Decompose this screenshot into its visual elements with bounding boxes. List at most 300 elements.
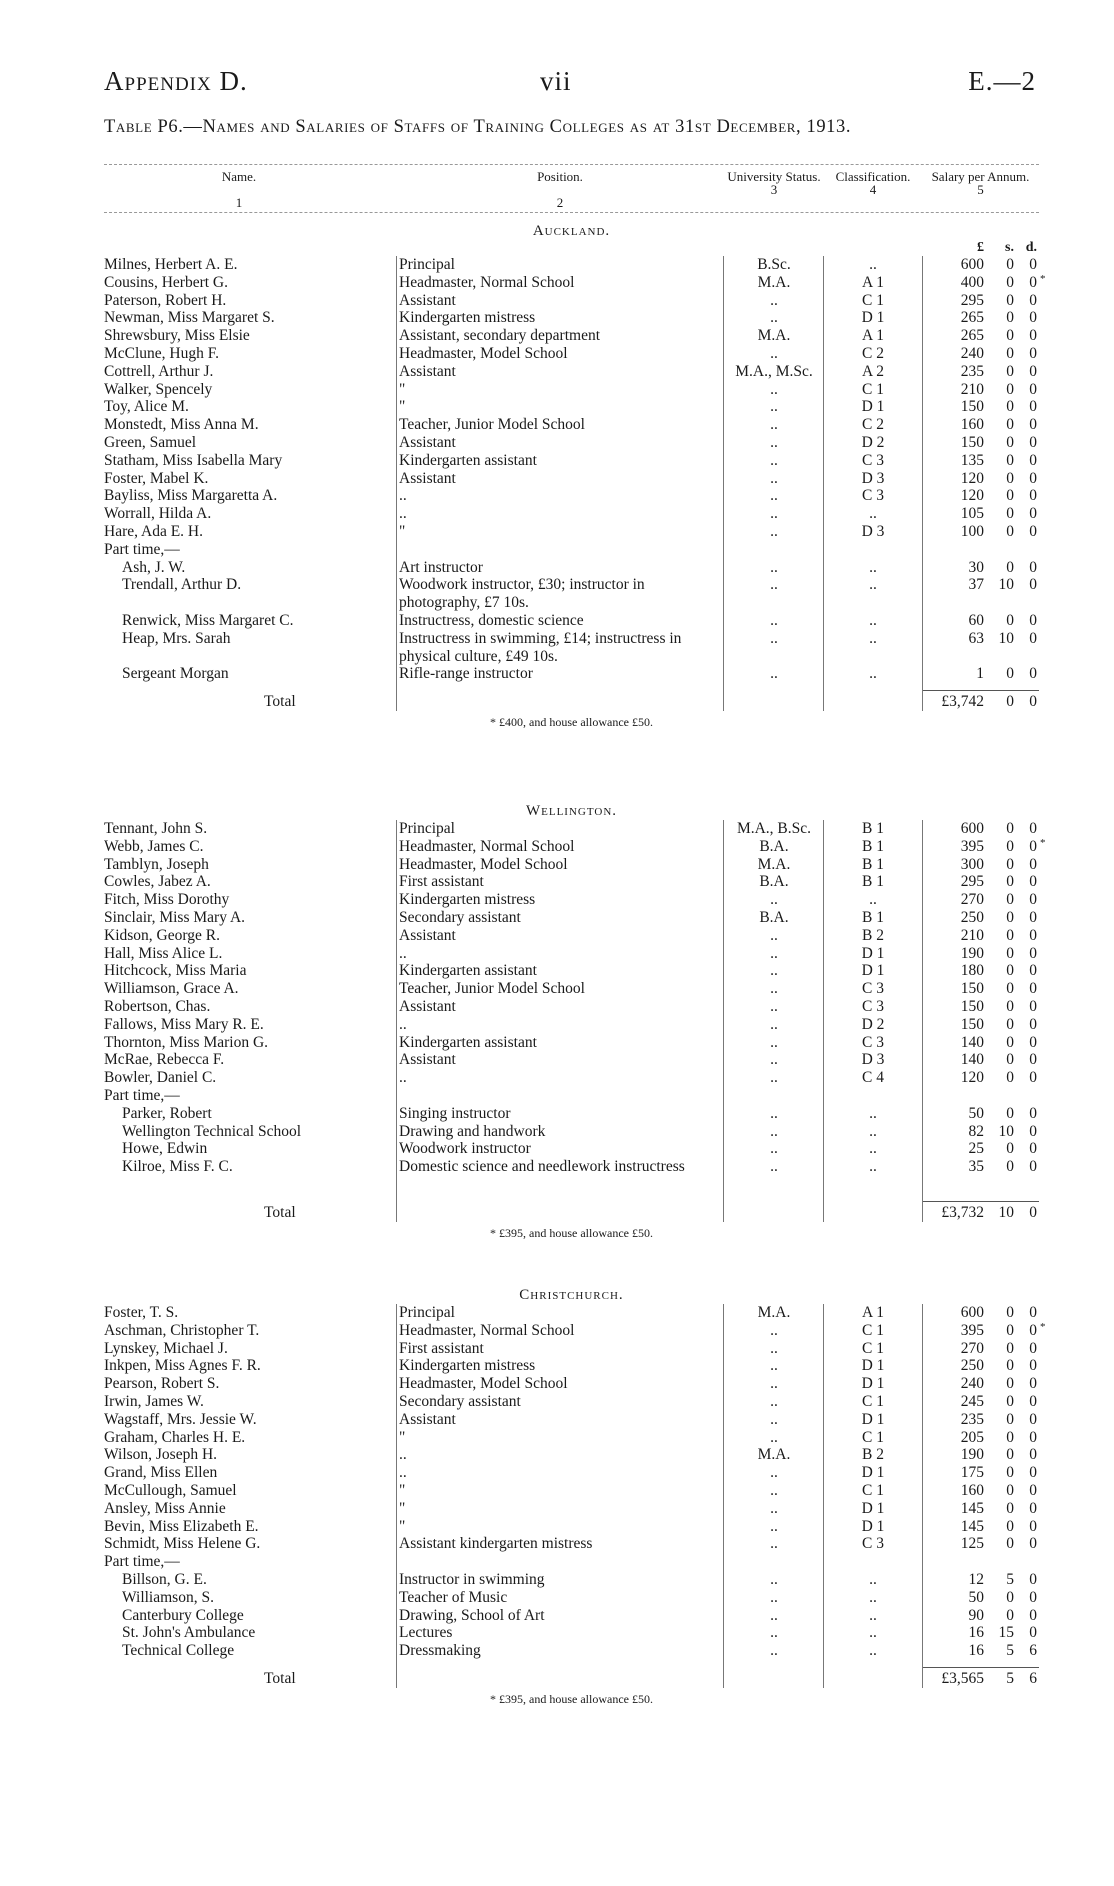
staff-position: " — [399, 1517, 406, 1535]
staff-name: Hare, Ada E. H. — [104, 522, 203, 540]
salary-pounds: 210 — [960, 380, 984, 398]
staff-position: Assistant — [399, 433, 456, 451]
salary-pence: 0 — [1029, 487, 1037, 505]
table-row — [104, 665, 1039, 683]
classification: C 2 — [862, 344, 884, 362]
salary-pounds: 150 — [960, 398, 984, 416]
classification: A 1 — [862, 1304, 884, 1321]
university-status: .. — [770, 344, 778, 362]
salary-shillings: 0 — [1006, 451, 1014, 469]
column-divider — [922, 1304, 923, 1688]
staff-name: Bowler, Daniel C. — [104, 1069, 217, 1087]
salary-shillings: 0 — [1006, 487, 1014, 505]
salary-pence: 0 — [1029, 1570, 1037, 1588]
staff-position: Assistant — [399, 1051, 456, 1069]
col-classification-header: Classification. 4 — [835, 169, 911, 197]
staff-name: Cottrell, Arthur J. — [104, 362, 214, 380]
staff-name: Milnes, Herbert A. E. — [104, 256, 238, 273]
staff-name: Thornton, Miss Marion G. — [104, 1033, 269, 1051]
page-number: vii — [540, 66, 572, 96]
staff-name: McCullough, Samuel — [104, 1481, 237, 1499]
table-row — [104, 416, 1039, 434]
staff-position: Art instructor — [399, 558, 483, 576]
university-status: .. — [770, 944, 778, 962]
salary-pence: 0 — [1029, 505, 1037, 523]
total-shillings: 0 — [1006, 693, 1014, 711]
staff-name: Howe, Edwin — [122, 1140, 208, 1158]
salary-pence: 0 — [1029, 1339, 1037, 1357]
salary-pence: 0 — [1029, 1535, 1037, 1553]
classification: D 1 — [861, 1517, 885, 1535]
staff-position: .. — [399, 1446, 407, 1464]
total-rule — [922, 690, 1039, 691]
table-row — [104, 873, 1039, 891]
staff-position: .. — [399, 944, 407, 962]
classification: D 1 — [861, 1499, 885, 1517]
salary-pence: 0 — [1029, 1410, 1037, 1428]
table-row — [104, 1069, 1039, 1087]
staff-name: St. John's Ambulance — [122, 1624, 256, 1642]
salary-shillings: 0 — [1006, 1339, 1014, 1357]
university-status: .. — [770, 1499, 778, 1517]
staff-name: Ash, J. W. — [122, 558, 186, 576]
table-row — [104, 630, 1039, 666]
classification: .. — [869, 505, 877, 523]
staff-position: Kindergarten assistant — [399, 962, 537, 980]
staff-position: Kindergarten assistant — [399, 1033, 537, 1051]
salary-shillings: 0 — [1006, 1481, 1014, 1499]
classification: .. — [869, 1122, 877, 1140]
salary-shillings: 0 — [1006, 1304, 1014, 1321]
university-status: .. — [770, 997, 778, 1015]
staff-position: Secondary assistant — [399, 1392, 521, 1410]
table-row — [104, 1123, 1039, 1141]
table-row — [104, 1642, 1039, 1660]
staff-name: Worrall, Hilda A. — [104, 505, 212, 523]
salary-pounds: 265 — [960, 309, 984, 327]
salary-pounds: 395 — [960, 1321, 984, 1339]
table-row — [104, 820, 1039, 838]
university-status: M.A., M.Sc. — [735, 362, 813, 380]
staff-position: Kindergarten mistress — [399, 891, 536, 909]
column-divider — [922, 820, 923, 1222]
salary-shillings: 0 — [1006, 1069, 1014, 1087]
salary-shillings: 0 — [1006, 891, 1014, 909]
salary-pence: 0 — [1029, 416, 1037, 434]
classification: D 1 — [861, 944, 885, 962]
total-rule — [922, 1667, 1039, 1668]
staff-name: Irwin, James W. — [104, 1392, 204, 1410]
total-pounds: £3,732 — [941, 1203, 984, 1221]
salary-pounds: 395 — [960, 837, 984, 855]
staff-name: Kilroe, Miss F. C. — [122, 1158, 233, 1176]
table-row — [104, 962, 1039, 980]
salary-pence: 0 — [1029, 1122, 1037, 1140]
staff-position: Headmaster, Normal School — [399, 837, 575, 855]
salary-pence: 0 — [1029, 944, 1037, 962]
salary-pounds: 120 — [960, 1069, 984, 1087]
salary-pounds: 16 — [968, 1624, 984, 1642]
table-row — [104, 945, 1039, 963]
classification: D 2 — [861, 433, 885, 451]
currency-unit: £ — [977, 240, 984, 255]
salary-pence: 0 — [1029, 1015, 1037, 1033]
salary-pounds: 100 — [960, 522, 984, 540]
salary-shillings: 0 — [1006, 1104, 1014, 1122]
footnote-marker: * — [1040, 1320, 1046, 1333]
salary-shillings: 0 — [1006, 398, 1014, 416]
salary-pence: 0 — [1029, 344, 1037, 362]
salary-pounds: 245 — [960, 1392, 984, 1410]
staff-position: Instructor in swimming — [399, 1570, 545, 1588]
salary-pounds: 210 — [960, 926, 984, 944]
university-status: .. — [770, 926, 778, 944]
staff-name: Wellington Technical School — [122, 1122, 302, 1140]
appendix-label: Appendix D. — [104, 66, 248, 96]
staff-name: Bayliss, Miss Margaretta A. — [104, 487, 278, 505]
classification: A 1 — [862, 273, 884, 291]
university-status: B.A. — [759, 908, 789, 926]
staff-position: Woodwork instructor — [399, 1140, 531, 1158]
staff-position: " — [399, 1481, 406, 1499]
salary-pounds: 135 — [960, 451, 984, 469]
salary-shillings: 0 — [1006, 1158, 1014, 1176]
staff-name: Statham, Miss Isabella Mary — [104, 451, 283, 469]
table-row — [104, 398, 1039, 416]
staff-name: Tennant, John S. — [104, 820, 208, 837]
university-status: .. — [770, 433, 778, 451]
table-row — [104, 1393, 1039, 1411]
table-row — [104, 980, 1039, 998]
salary-shillings: 0 — [1006, 665, 1014, 683]
salary-shillings: 0 — [1006, 820, 1014, 837]
university-status: B.Sc. — [757, 256, 791, 273]
university-status: .. — [770, 380, 778, 398]
table-title: Table P6.—Names and Salaries of Staffs of Training Colleges as at 31st December, 1913. — [104, 117, 852, 137]
staff-name: Green, Samuel — [104, 433, 197, 451]
salary-pounds: 1 — [976, 665, 984, 683]
salary-shillings: 0 — [1006, 855, 1014, 873]
table-row — [104, 541, 1039, 559]
salary-pounds: 600 — [960, 1304, 984, 1321]
staff-position: Principal — [399, 256, 455, 273]
classification: .. — [869, 629, 877, 647]
footnote: * £395, and house allowance £50. — [490, 1691, 653, 1706]
university-status: B.A. — [759, 837, 789, 855]
column-divider — [823, 1304, 824, 1688]
staff-name: Inkpen, Miss Agnes F. R. — [104, 1357, 261, 1375]
staff-name: Bevin, Miss Elizabeth E. — [104, 1517, 259, 1535]
salary-pence: 0 — [1029, 1140, 1037, 1158]
salary-pounds: 60 — [968, 611, 984, 629]
salary-pounds: 295 — [960, 873, 984, 891]
salary-pounds: 145 — [960, 1499, 984, 1517]
salary-pounds: 190 — [960, 1446, 984, 1464]
classification: C 3 — [862, 487, 884, 505]
salary-pounds: 50 — [968, 1588, 984, 1606]
university-status: M.A., B.Sc. — [736, 820, 812, 837]
salary-pounds: 30 — [968, 558, 984, 576]
total-row — [104, 693, 1039, 711]
table-row — [104, 363, 1039, 381]
table-row — [104, 612, 1039, 630]
salary-pounds: 400 — [960, 273, 984, 291]
staff-name: Heap, Mrs. Sarah — [122, 629, 231, 647]
salary-shillings: 0 — [1006, 1535, 1014, 1553]
table-row — [104, 523, 1039, 541]
salary-shillings: 0 — [1006, 273, 1014, 291]
salary-pounds: 235 — [960, 362, 984, 380]
table-row — [104, 1589, 1039, 1607]
salary-shillings: 0 — [1006, 962, 1014, 980]
staff-position: .. — [399, 487, 407, 505]
university-status: .. — [770, 416, 778, 434]
staff-position: Dressmaking — [399, 1642, 481, 1660]
staff-name: Fallows, Miss Mary R. E. — [104, 1015, 264, 1033]
salary-pounds: 90 — [968, 1606, 984, 1624]
salary-pence: 0 — [1029, 1428, 1037, 1446]
column-divider — [396, 820, 397, 1222]
staff-name: Sinclair, Miss Mary A. — [104, 908, 246, 926]
salary-pounds: 16 — [968, 1642, 984, 1660]
salary-pence: 0 — [1029, 1051, 1037, 1069]
footnote-marker: * — [1040, 836, 1046, 849]
classification: D 1 — [861, 1357, 885, 1375]
salary-pence: 0 — [1029, 665, 1037, 683]
salary-pounds: 250 — [960, 908, 984, 926]
section-title: Wellington. — [525, 803, 618, 819]
table-row — [104, 505, 1039, 523]
staff-name: Monstedt, Miss Anna M. — [104, 416, 259, 434]
staff-position: " — [399, 1499, 406, 1517]
classification: C 3 — [862, 997, 884, 1015]
classification: .. — [869, 1158, 877, 1176]
footnote: * £395, and house allowance £50. — [490, 1225, 653, 1240]
staff-name: Part time,— — [104, 540, 180, 558]
salary-shillings: 0 — [1006, 1606, 1014, 1624]
classification: D 1 — [861, 1410, 885, 1428]
classification: B 1 — [862, 820, 884, 837]
table-row — [104, 927, 1039, 945]
salary-pounds: 190 — [960, 944, 984, 962]
classification: .. — [869, 1140, 877, 1158]
classification: B 1 — [862, 908, 884, 926]
classification: C 3 — [862, 1535, 884, 1553]
university-status: M.A. — [757, 1304, 791, 1321]
table-row — [104, 1087, 1039, 1105]
staff-position: Teacher, Junior Model School — [399, 980, 585, 998]
classification: D 1 — [861, 309, 885, 327]
classification: C 4 — [862, 1069, 884, 1087]
staff-position: Principal — [399, 1304, 455, 1321]
staff-name: Fitch, Miss Dorothy — [104, 891, 230, 909]
salary-pence: 0 — [1029, 1392, 1037, 1410]
salary-shillings: 0 — [1006, 1588, 1014, 1606]
column-divider — [823, 256, 824, 711]
classification: .. — [869, 665, 877, 683]
staff-name: Newman, Miss Margaret S. — [104, 309, 275, 327]
salary-shillings: 0 — [1006, 256, 1014, 273]
salary-shillings: 0 — [1006, 1015, 1014, 1033]
staff-name: Aschman, Christopher T. — [104, 1321, 260, 1339]
staff-position: Assistant — [399, 291, 456, 309]
university-status: .. — [770, 1392, 778, 1410]
staff-name: Walker, Spencely — [104, 380, 213, 398]
staff-position: Singing instructor — [399, 1104, 511, 1122]
salary-pence: 0 — [1029, 380, 1037, 398]
classification: C 1 — [862, 1339, 884, 1357]
university-status: .. — [770, 469, 778, 487]
staff-name: Trendall, Arthur D. — [122, 576, 242, 594]
salary-pence: 0 — [1029, 629, 1037, 647]
salary-shillings: 15 — [998, 1624, 1014, 1642]
staff-name: Technical College — [122, 1642, 235, 1660]
salary-shillings: 0 — [1006, 997, 1014, 1015]
staff-name: Paterson, Robert H. — [104, 291, 227, 309]
university-status: .. — [770, 1642, 778, 1660]
salary-shillings: 0 — [1006, 344, 1014, 362]
salary-pounds: 175 — [960, 1464, 984, 1482]
salary-pounds: 50 — [968, 1104, 984, 1122]
salary-pence: 0 — [1029, 1069, 1037, 1087]
salary-pence: 0 — [1029, 1104, 1037, 1122]
column-divider — [723, 256, 724, 711]
university-status: .. — [770, 629, 778, 647]
staff-position: Assistant — [399, 362, 456, 380]
salary-pence: 0 — [1029, 433, 1037, 451]
university-status: M.A. — [757, 327, 791, 345]
university-status: .. — [770, 1588, 778, 1606]
staff-name: Schmidt, Miss Helene G. — [104, 1535, 261, 1553]
classification: .. — [869, 1642, 877, 1660]
staff-name: Tamblyn, Joseph — [104, 855, 209, 873]
university-status: .. — [770, 1535, 778, 1553]
staff-position: Assistant — [399, 1410, 456, 1428]
salary-shillings: 0 — [1006, 1051, 1014, 1069]
staff-position: " — [399, 1428, 406, 1446]
salary-pence: 0 — [1029, 1624, 1037, 1642]
university-status: .. — [770, 522, 778, 540]
footnote: * £400, and house allowance £50. — [490, 714, 653, 729]
staff-position: Rifle-range instructor — [399, 665, 533, 683]
salary-shillings: 0 — [1006, 380, 1014, 398]
salary-shillings: 0 — [1006, 291, 1014, 309]
salary-pence: 0 — [1029, 1464, 1037, 1482]
staff-name: Parker, Robert — [122, 1104, 212, 1122]
staff-name: Pearson, Robert S. — [104, 1375, 220, 1393]
salary-pounds: 37 — [968, 576, 984, 594]
salary-pounds: 160 — [960, 416, 984, 434]
staff-position: Instructress, domestic science — [399, 611, 584, 629]
classification: C 1 — [862, 1392, 884, 1410]
staff-position: Woodwork instructor, £30; instructor in photography, £7 10s. — [399, 576, 645, 612]
university-status: .. — [770, 1069, 778, 1087]
staff-position: First assistant — [399, 1339, 484, 1357]
salary-shillings: 0 — [1006, 611, 1014, 629]
salary-pence: 0 — [1029, 1481, 1037, 1499]
salary-pence: 0 — [1029, 1158, 1037, 1176]
total-pence: 6 — [1029, 1669, 1037, 1687]
staff-position: Headmaster, Model School — [399, 1375, 568, 1393]
staff-position: Assistant — [399, 997, 456, 1015]
salary-pence: 0 — [1029, 1606, 1037, 1624]
staff-name: Shrewsbury, Miss Elsie — [104, 327, 250, 345]
classification: D 1 — [861, 1375, 885, 1393]
salary-pounds: 120 — [960, 487, 984, 505]
staff-name: Williamson, S. — [122, 1588, 214, 1606]
salary-shillings: 0 — [1006, 522, 1014, 540]
table-row — [104, 1375, 1039, 1393]
staff-position: Assistant kindergarten mistress — [399, 1535, 593, 1553]
salary-pence: 0 — [1029, 522, 1037, 540]
university-status: .. — [770, 1375, 778, 1393]
staff-position: Lectures — [399, 1624, 453, 1642]
header-bottom-rule — [104, 212, 1039, 213]
salary-pence: 0 — [1029, 1588, 1037, 1606]
total-pence: 0 — [1029, 1203, 1037, 1221]
university-status: .. — [770, 1357, 778, 1375]
university-status: .. — [770, 505, 778, 523]
staff-position: Kindergarten mistress — [399, 309, 536, 327]
staff-position: " — [399, 380, 406, 398]
salary-pounds: 205 — [960, 1428, 984, 1446]
staff-position: Assistant — [399, 926, 456, 944]
classification: .. — [869, 891, 877, 909]
staff-name: Part time,— — [104, 1086, 180, 1104]
classification: B 1 — [862, 873, 884, 891]
table-row — [104, 345, 1039, 363]
salary-shillings: 10 — [998, 576, 1014, 594]
table-row — [104, 1357, 1039, 1375]
salary-pounds: 295 — [960, 291, 984, 309]
staff-position: Headmaster, Model School — [399, 344, 568, 362]
table-row — [104, 452, 1039, 470]
salary-pounds: 150 — [960, 1015, 984, 1033]
staff-name: Kidson, George R. — [104, 926, 220, 944]
salary-pounds: 250 — [960, 1357, 984, 1375]
table-row — [104, 381, 1039, 399]
university-status: .. — [770, 962, 778, 980]
salary-pence: 0 — [1029, 327, 1037, 345]
column-headers — [104, 166, 1039, 212]
salary-pence: 0 — [1029, 1033, 1037, 1051]
salary-pence: 0 — [1029, 451, 1037, 469]
classification: B 2 — [862, 926, 884, 944]
salary-shillings: 0 — [1006, 1375, 1014, 1393]
salary-pounds: 140 — [960, 1033, 984, 1051]
salary-pounds: 140 — [960, 1051, 984, 1069]
total-shillings: 5 — [1006, 1669, 1014, 1687]
classification: C 1 — [862, 291, 884, 309]
university-status: .. — [770, 309, 778, 327]
total-label: Total — [264, 1203, 296, 1221]
salary-pence: 0 — [1029, 1375, 1037, 1393]
staff-position: Secondary assistant — [399, 908, 521, 926]
salary-shillings: 0 — [1006, 362, 1014, 380]
footnote-marker: * — [1040, 272, 1046, 285]
salary-pence: 0 — [1029, 1357, 1037, 1375]
university-status: .. — [770, 1104, 778, 1122]
university-status: M.A. — [757, 273, 791, 291]
staff-position: .. — [399, 1015, 407, 1033]
table-row — [104, 292, 1039, 310]
salary-pence: 0 — [1029, 576, 1037, 594]
classification: .. — [869, 1588, 877, 1606]
table-row — [104, 1482, 1039, 1500]
university-status: M.A. — [757, 855, 791, 873]
university-status: .. — [770, 1321, 778, 1339]
table-row — [104, 272, 1046, 292]
